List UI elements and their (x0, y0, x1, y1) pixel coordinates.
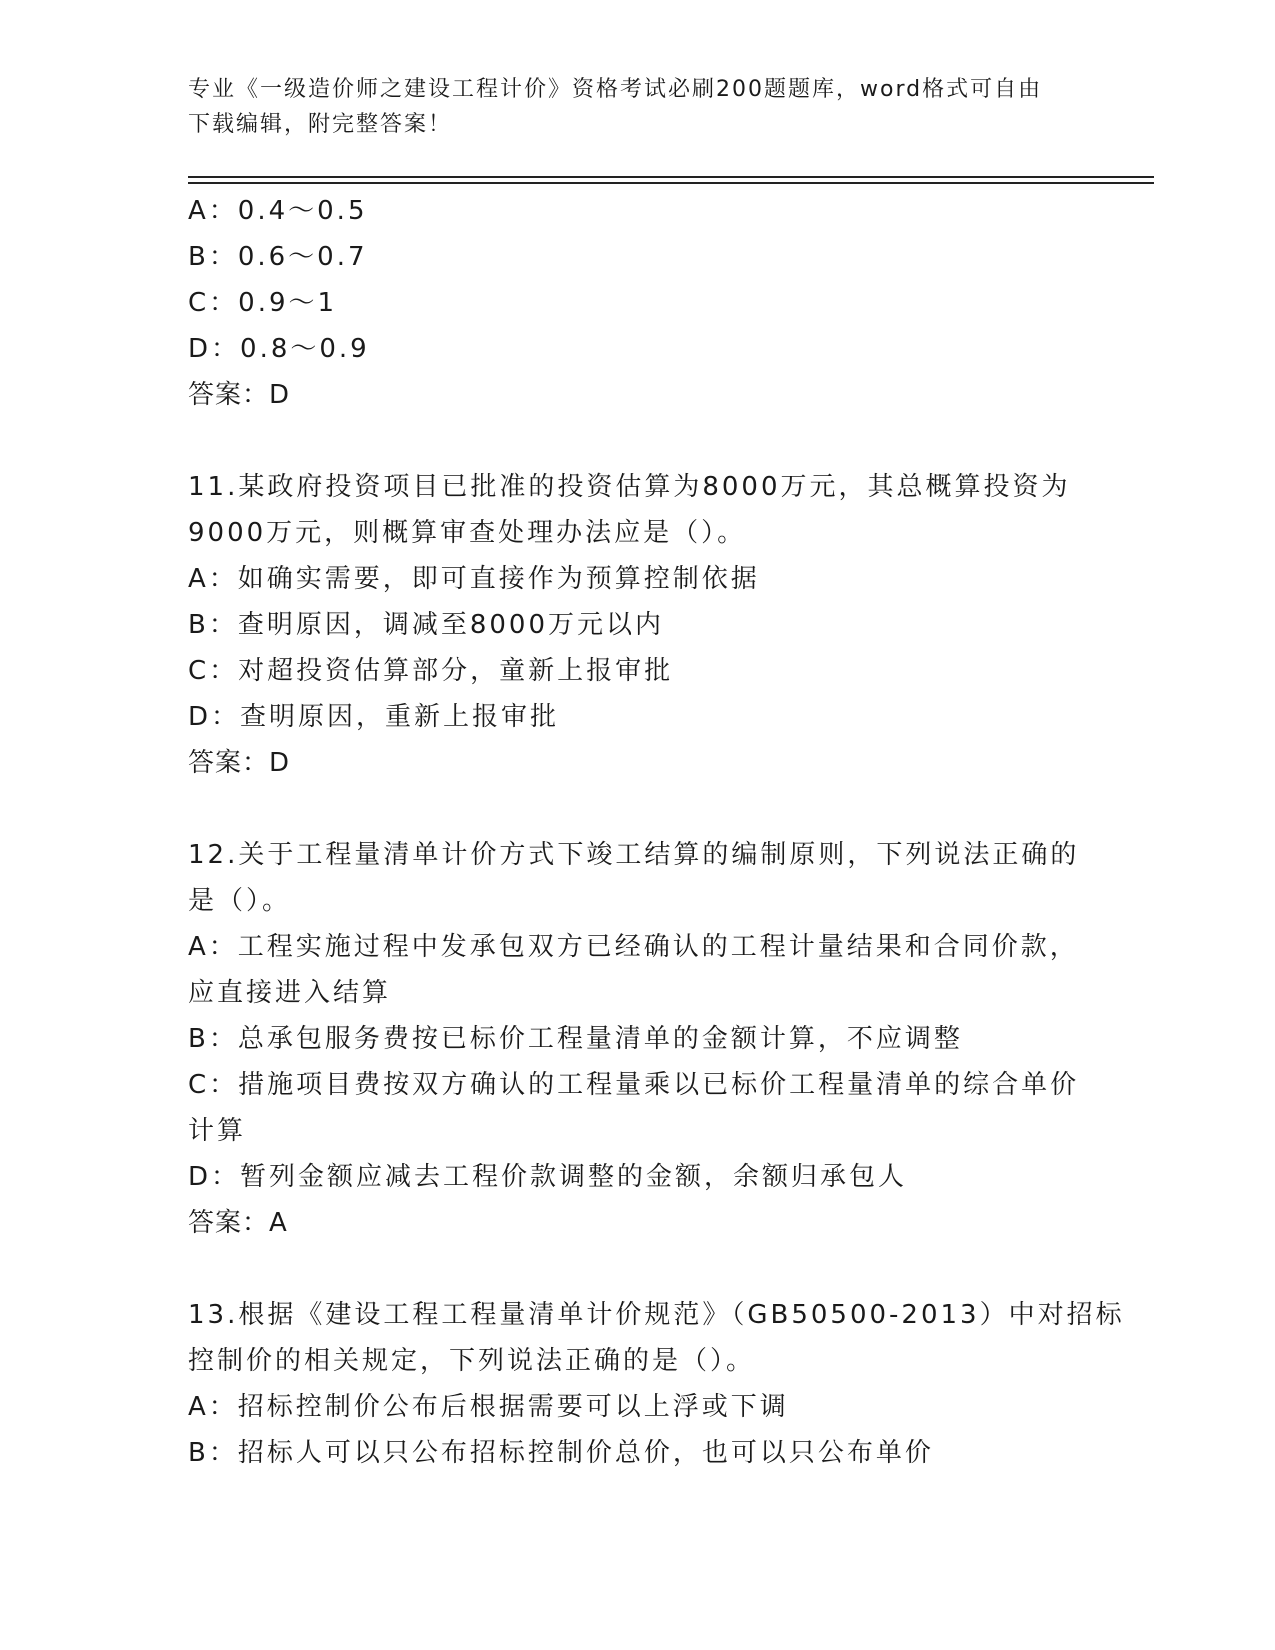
answer: 答案：A (188, 1208, 288, 1238)
option-d: D：查明原因，重新上报审批 (188, 702, 560, 732)
question-list (188, 188, 1125, 1476)
question-12 (188, 832, 1088, 1246)
option-c: C：措施项目费按双方确认的工程量乘以已标价工程量清单的综合单价 (188, 1070, 1080, 1100)
option-c: C：0.9～1 (188, 288, 338, 318)
option-b: B：招标人可以只公布招标控制价总价，也可以只公布单价 (188, 1438, 934, 1468)
question-13 (188, 1292, 1125, 1476)
option-b: B：查明原因，调减至8000万元以内 (188, 610, 665, 640)
spacer (188, 418, 1088, 464)
spacer (188, 786, 1088, 832)
header-divider (188, 182, 1154, 184)
document-header (188, 72, 1068, 142)
question-stem: 11.某政府投资项目已批准的投资估算为8000万元，其总概算投资为 (188, 472, 1071, 502)
option-d: D：暂列金额应减去工程价款调整的金额，余额归承包人 (188, 1162, 908, 1192)
option-a: A：如确实需要，即可直接作为预算控制依据 (188, 564, 760, 594)
option-d: D：0.8～0.9 (188, 334, 370, 364)
question-11 (188, 464, 1088, 786)
question-stem: 13.根据《建设工程工程量清单计价规范》（GB50500-2013）中对招标 (188, 1300, 1125, 1330)
answer: 答案：D (188, 748, 291, 778)
question-stem: 控制价的相关规定，下列说法正确的是（）。 (188, 1346, 756, 1376)
spacer (188, 1246, 1088, 1292)
answer: 答案：D (188, 380, 291, 410)
option-b: B：总承包服务费按已标价工程量清单的金额计算，不应调整 (188, 1024, 963, 1054)
header-line: 下载编辑，附完整答案！ (188, 112, 453, 137)
option-a: A：工程实施过程中发承包双方已经确认的工程计量结果和合同价款， (188, 932, 1079, 962)
option-a: A：招标控制价公布后根据需要可以上浮或下调 (188, 1392, 789, 1422)
option-b: B：0.6～0.7 (188, 242, 368, 272)
header-line: 专业《一级造价师之建设工程计价》资格考试必刷200题题库，word格式可自由 (188, 77, 1043, 102)
question-stem: 9000万元，则概算审查处理办法应是（）。 (188, 518, 747, 548)
option-a: A：0.4～0.5 (188, 196, 368, 226)
question-stem: 是（）。 (188, 886, 292, 916)
question-10 (188, 188, 1088, 418)
question-stem: 12.关于工程量清单计价方式下竣工结算的编制原则，下列说法正确的 (188, 840, 1080, 870)
option-c-continued: 计算 (188, 1116, 247, 1146)
option-c: C：对超投资估算部分，童新上报审批 (188, 656, 674, 686)
option-a-continued: 应直接进入结算 (188, 978, 392, 1008)
header-divider (188, 176, 1154, 178)
